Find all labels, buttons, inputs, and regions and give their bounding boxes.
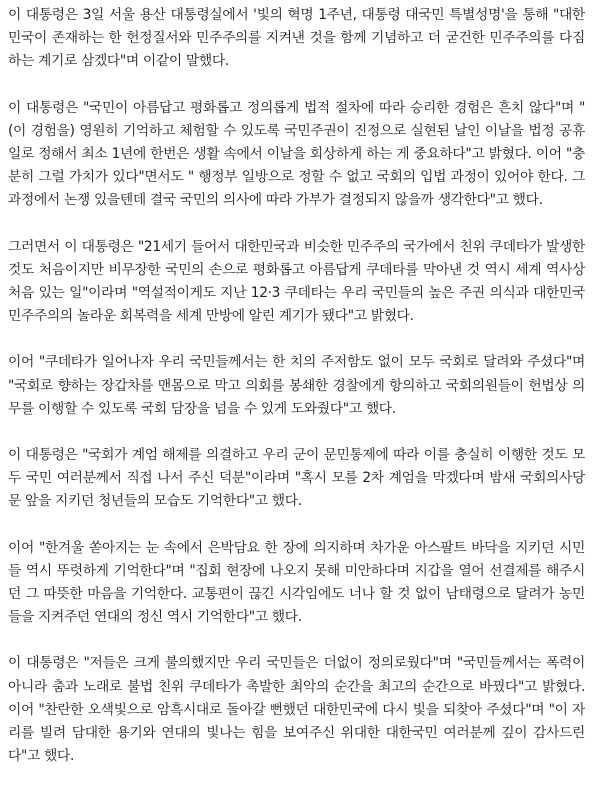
article-paragraph: 이 대통령은 3일 서울 용산 대통령실에서 '빛의 혁명 1주년, 대통령 대국민 특별성명'을 통해 "대한민국이 존재하는 한 헌정질서와 민주주의를 지켜낸 것을 함께 기념하고 더 굳건한 민주주의를 다짐하는 계기로 삼겠다"며 이같이 말했다. xyxy=(8,7,585,70)
article-paragraph: 이 대통령은 "국회가 계엄 해제를 의결하고 우리 군이 문민통제에 따라 이를 충실히 이행한 것도 모두 국민 여러분께서 직접 나서 주신 덕분"이라며 "혹시 모를 2차 계엄을 막겠다며 밤새 국회의사당 문 앞을 지키던 청년들의 모습도 기억한다"고 했다. xyxy=(8,447,585,510)
article-body xyxy=(8,4,585,768)
article-paragraph: 이 대통령은 "국민이 아름답고 평화롭고 정의롭게 법적 절차에 따라 승리한 경험은 흔치 않다"며 "(이 경험을) 영원히 기억하고 체험할 수 있도록 국민주권이 진정으로 실현된 날인 이날을 법정 공휴일로 정해서 최소 1년에 한번은 생활 속에서 이날을 회상하게 하는 게 중요하다"고 밝혔다. 이어 "충분히 그럴 가치가 있다"면서도 " 행정부 일방으로 정할 수 없고 국회의 입법 과정이 있어야 한다. 그 과정에서 논쟁 있을텐데 결국 국민의 의사에 따라 가부가 결정되지 않을까 생각한다"고 했다. xyxy=(8,99,585,209)
article-paragraph: 이 대통령은 "저들은 크게 불의했지만 우리 국민들은 더없이 정의로웠다"며 "국민들께서는 폭력이 아니라 춤과 노래로 불법 친위 쿠데타가 촉발한 최악의 순간을 최고의 순간으로 바꿨다"고 밝혔다. 이어 "찬란한 오색빛으로 암흑시대로 돌아갈 뻔했던 대한민국에 다시 빛을 되찾아 주셨다"며 "이 자리를 빌려 담대한 용기와 연대의 빛나는 힘을 보여주신 위대한 대한국민 여러분께 깊이 감사드린다"고 했다. xyxy=(8,655,585,765)
article-paragraph: 이어 "쿠데타가 일어나자 우리 국민들께서는 한 치의 주저함도 없이 모두 국회로 달려와 주셨다"며 "국회로 향하는 장갑차를 맨몸으로 막고 의회를 봉쇄한 경찰에게 항의하고 국회의원들이 헌법상 의무를 이행할 수 있도록 국회 담장을 넘을 수 있게 도와줬다"고 했다. xyxy=(8,354,585,417)
article-paragraph: 그러면서 이 대통령은 "21세기 들어서 대한민국과 비슷한 민주주의 국가에서 친위 쿠데타가 발생한 것도 처음이지만 비무장한 국민의 손으로 평화롭고 아름답게 쿠데타를 막아낸 것 역시 세계 역사상 처음 있는 일"이라며 "역설적이게도 지난 12·3 쿠데타는 우리 국민들의 높은 주권 의식과 대한민국 민주주의의 놀라운 회복력을 세계 만방에 알린 계기가 됐다"고 밝혔다. xyxy=(8,238,585,325)
article-paragraph: 이어 "한겨울 쏟아지는 눈 속에서 은박담요 한 장에 의지하며 차가운 아스팔트 바닥을 지키던 시민들 역시 뚜렷하게 기억한다"며 "집회 현장에 나오지 못해 미안하다며 지갑을 열어 선결제를 해주시던 그 따뜻한 마음을 기억한다. 교통편이 끊긴 시각임에도 너나 할 것 없이 남태령으로 달려가 농민들을 지켜주던 연대의 정신 역시 기억한다"고 했다. xyxy=(8,539,585,626)
